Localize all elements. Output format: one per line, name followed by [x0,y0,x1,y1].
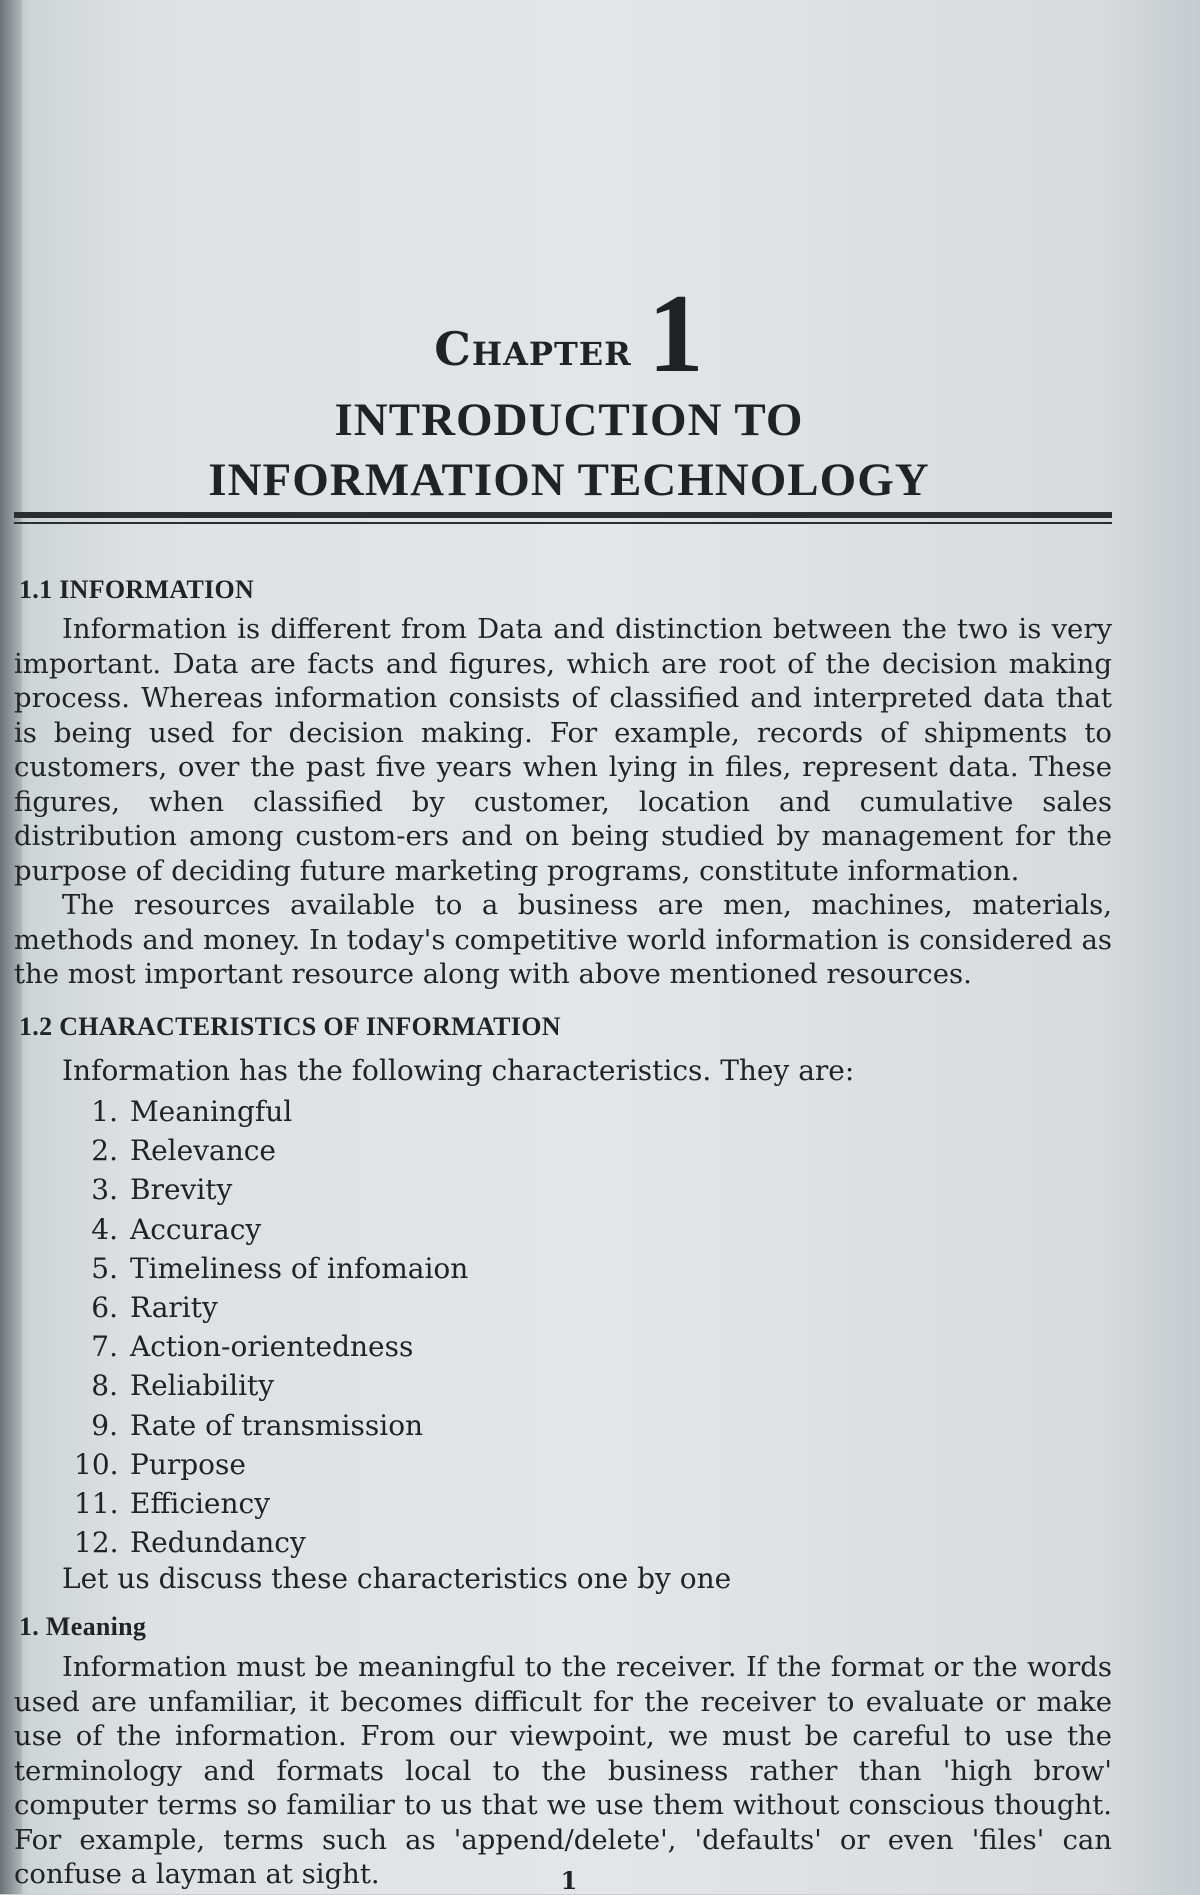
list-item: 7. Action-orientedness [91,1330,414,1364]
list-item: 3. Brevity [91,1173,233,1207]
list-item: 8. Reliability [91,1369,275,1403]
title-rule-thin [14,522,1112,524]
characteristics-intro: Information has the following characteristics. They are: [62,1054,855,1087]
list-item: 4. Accuracy [91,1212,262,1246]
chapter-label: Chapter [434,322,632,376]
information-paragraph-text: Information is different from Data and distinction between the two is very important. Data are facts and figures, which are root of the decision making process. Whereas information consists of classified and interpreted data that is being used for decision making. For example, records of shipments to customers, over the past five years when lying in files, represent data. These figures, when classified by customer, location and cumulative sales distribution among custom-ers and on being studied by management for the purpose of deciding future marketing programs, constitute information. [14,613,1112,887]
chapter-heading [14,270,1124,399]
resources-paragraph-text: The resources available to a business are men, machines, materials, methods and money. In today's competitive world information is considered as the most important resource along with above mentioned resources. [14,889,1112,990]
chapter-title-line-2: INFORMATION TECHNOLOGY [208,454,930,506]
list-item: 5. Timeliness of infomaion [91,1251,469,1285]
list-item: 11. Efficiency [74,1487,271,1521]
list-item: 1. Meaningful [91,1095,293,1128]
resources-paragraph [14,888,1112,992]
list-item: 10. Purpose [74,1447,246,1481]
chapter-title [14,390,1124,510]
page-number: 1 [560,1866,578,1895]
meaning-paragraph-text: Information must be meaningful to the receiver. If the format or the words used are unfamiliar, it becomes difficult for the receiver to evaluate or make use of the information. From our viewpoint, we must be careful to use the terminology and formats local to the business rather than 'high brow' computer terms so familiar to us that we use them without conscious thought. For example, terms such as 'append/delete', 'defaults' or even 'files' can confuse a layman at sight. [14,1651,1112,1890]
subheading-meaning: 1. Meaning [19,1612,147,1641]
chapter-title-line-1: INTRODUCTION TO [334,394,804,446]
list-item: 6. Rarity [91,1291,218,1325]
section-heading-characteristics: 1.2 CHARACTERISTICS OF INFORMATION [19,1012,561,1041]
list-item: 9. Rate of transmission [91,1408,424,1442]
list-item: 2. Relevance [91,1134,276,1168]
chapter-number: 1 [647,272,704,396]
meaning-paragraph [14,1650,1112,1892]
section-heading-information: 1.1 INFORMATION [19,575,255,604]
list-item: 12. Redundancy [74,1526,306,1560]
title-rule-thick [14,512,1112,518]
characteristics-outro: Let us discuss these characteristics one by one [62,1562,732,1595]
information-paragraph [14,612,1112,888]
characteristics-list [74,1092,468,1562]
